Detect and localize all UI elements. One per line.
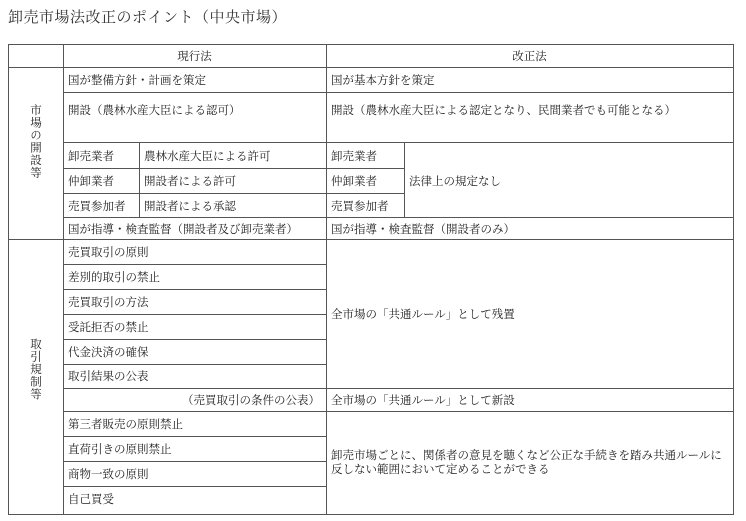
- other-rule-item: 商物一致の原則: [68, 467, 149, 481]
- cell-policy-revised: 国が基本方針を策定: [331, 73, 435, 87]
- cell-no-rule: 法律上の規定なし: [409, 174, 501, 188]
- rule-item: 売買取引の原則: [68, 245, 149, 259]
- section-label-establishment: 市場の開設等: [29, 104, 43, 179]
- other-rule-item: 第三者販売の原則禁止: [68, 417, 183, 431]
- cell-open-revised: 開設（農林水産大臣による認定となり、民間業者でも可能となる）: [331, 103, 676, 117]
- cell-local-rule: 卸売市場ごとに、関係者の意見を聴くなど公正な手続きを踏み共通ルールに反しない範囲において定めることができる: [331, 448, 722, 476]
- cell-wholesaler-label: 卸売業者: [68, 149, 114, 163]
- cell-policy-current: 国が整備方針・計画を策定: [68, 73, 206, 87]
- rule-item: 取引結果の公表: [68, 369, 149, 383]
- other-rule-item: 直荷引きの原則禁止: [68, 442, 172, 456]
- cell-participant-label: 売買参加者: [68, 199, 126, 213]
- header-current-law: 現行法: [177, 49, 212, 63]
- cell-common-new: 全市場の「共通ルール」として新設: [331, 393, 515, 407]
- other-rule-item: 自己買受: [68, 492, 114, 506]
- cell-intermediate-revised: 仲卸業者: [331, 174, 377, 188]
- cell-open-current: 開設（農林水産大臣による認可）: [68, 103, 241, 117]
- cell-guidance-revised: 国が指導・検査監督（開設者のみ）: [331, 222, 515, 236]
- cell-participant-revised: 売買参加者: [331, 199, 389, 213]
- cell-wholesaler-revised: 卸売業者: [331, 149, 377, 163]
- rule-item: 受託拒否の禁止: [68, 320, 149, 334]
- cell-intermediate-label: 仲卸業者: [68, 174, 114, 188]
- rule-item: 代金決済の確保: [68, 345, 149, 359]
- cell-common-retained: 全市場の「共通ルール」として残置: [331, 307, 515, 321]
- cell-disclosure: （売買取引の条件の公表）: [182, 393, 320, 407]
- cell-wholesaler-current: 農林水産大臣による許可: [144, 149, 271, 163]
- page-title: 卸売市場法改正のポイント（中央市場）: [8, 8, 288, 26]
- cell-intermediate-current: 開設者による許可: [144, 174, 236, 188]
- section-label-trading: 取引規制等: [29, 338, 43, 401]
- header-revised-law: 改正法: [512, 49, 547, 63]
- rule-item: 差別的取引の禁止: [68, 270, 160, 284]
- cell-guidance-current: 国が指導・検査監督（開設者及び卸売業者）: [68, 222, 298, 236]
- cell-participant-current: 開設者による承認: [144, 199, 236, 213]
- rule-item: 売買取引の方法: [68, 295, 149, 309]
